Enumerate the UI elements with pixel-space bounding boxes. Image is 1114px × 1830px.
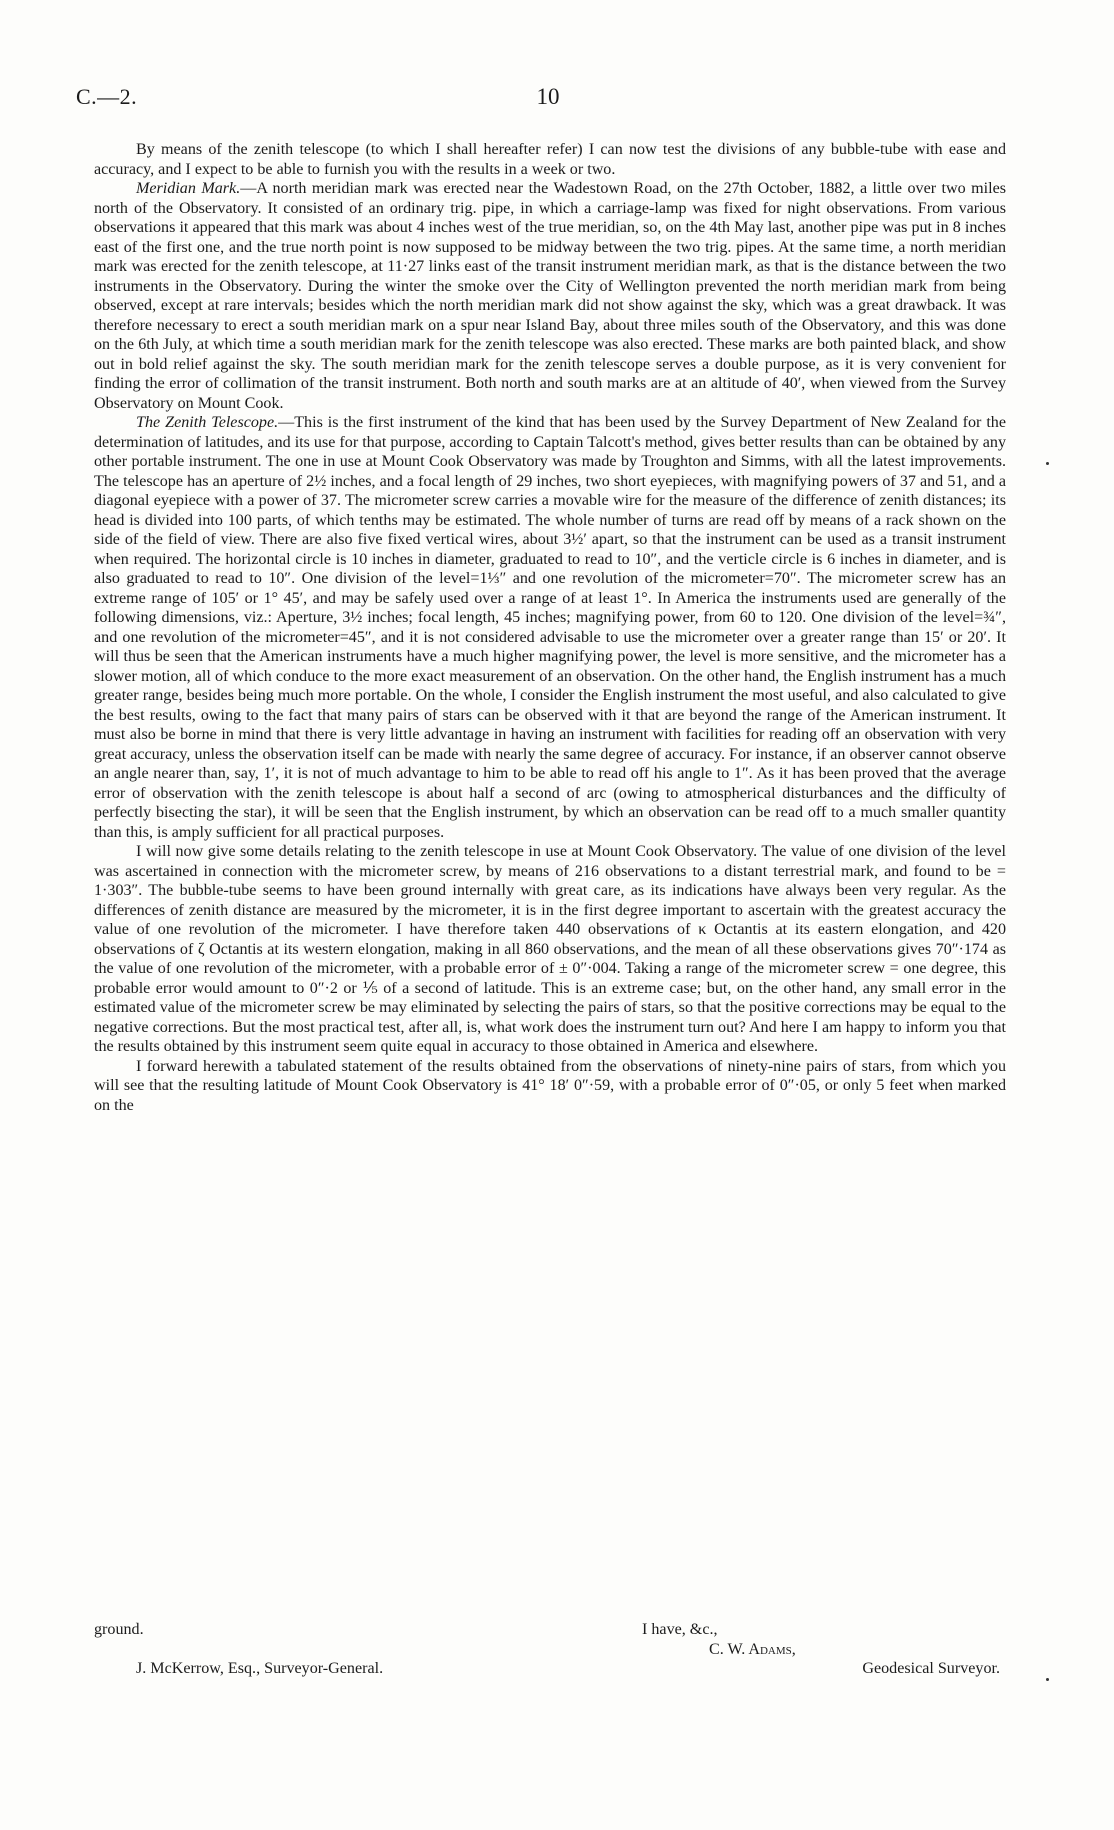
section-heading-meridian-mark: Meridian Mark. — [136, 180, 241, 197]
paragraph-text: —A north meridian mark was erected near the Wadestown Road, on the 27th October, 1882, a little over two miles north of the Observatory. It consisted of an ordinary trig. pipe, in which a carriage-lamp was fixed for night observations. From various observations it appeared that this mark was about 4 inches west of the true meridian, so, on the 4th May last, another pipe was put in 8 inches east of the first one, and the true north point is now supposed to be midway between the two trig. pipes. At the same time, a north meridian mark was erected for the zenith telescope, at 11·27 links east of the transit instrument meridian mark, as that is the distance between the two instruments in the Observatory. During the winter the smoke over the City of Wellington prevented the north meridian mark from being observed, except at rare intervals; besides which the north meridian mark did not show against the sky, which was a great drawback. It was therefore necessary to erect a south meridian mark on a spur near Island Bay, about three miles south of the Observatory, and this was done on the 6th July, at which time a south meridian mark for the zenith telescope was also erected. These marks are both painted black, and show out in bold relief against the sky. The south meridian mark for the zenith telescope serves a double purpose, as it is very convenient for finding the error of collimation of the transit instrument. Both north and south marks are at an altitude of 40′, when viewed from the Survey Observatory on Mount Cook. — [94, 180, 1006, 412]
document-code: C.—2. — [76, 84, 138, 109]
paragraph — [94, 1057, 1006, 1116]
page-number: 10 — [536, 84, 560, 109]
scan-speck — [1046, 1678, 1049, 1681]
scan-speck — [1046, 462, 1049, 465]
body-text — [94, 140, 1006, 1115]
paragraph — [94, 413, 1006, 842]
closing-line — [94, 1659, 1006, 1679]
letter-closing — [94, 1620, 1006, 1679]
paragraph-text: —This is the first instrument of the kind that has been used by the Survey Department of New Zealand for the determination of latitudes, and its use for that purpose, according to Captain Talcott's method, gives better results than can be obtained by any other portable instrument. The one in use at Mount Cook Observatory was made by Troughton and Simms, with all the latest improvements. The telescope has an aperture of 2½ inches, and a focal length of 29 inches, two short eyepieces, with magnifying powers of 37 and 51, and a diagonal eyepiece with a power of 37. The micrometer screw carries a movable wire for the measure of the difference of zenith distances; its head is divided into 100 parts, of which tenths may be estimated. The whole number of turns are read off by means of a rack shown on the side of the field of view. There are also five fixed vertical wires, about 3½′ apart, so that the instrument can be used as a transit instrument when required. The horizontal circle is 10 inches in diameter, graduated to read to 10″, and the verticle circle is 6 inches in diameter, and is also graduated to read to 10″. One division of the level=1⅓″ and one revolution of the micrometer=70″. The micrometer screw has an extreme range of 105′ or 1° 45′, and may be safely used over a range of at least 1°. In America the instruments used are generally of the following dimensions, viz.: Aperture, 3½ inches; focal length, 45 inches; magnifying power, from 60 to 120. One division of the level=¾″, and one revolution of the micrometer=45″, and it is not considered advisable to use the micrometer over a greater range than 15′ or 20′. It will thus be seen that the American instruments have a much higher magnifying power, the level is more sensitive, and the micrometer has a slower motion, all of which conduce to the more exact measurement of an observation. On the other hand, the English instrument has a much greater range, besides being much more portable. On the whole, I consider the English instrument the most useful, and also calculated to give the best results, owing to the fact that many pairs of stars can be observed with it that are beyond the range of the American instrument. It must also be borne in mind that there is very little advantage in having an instrument with facilities for reading off an observation with very great accuracy, unless the observation itself can be made with nearly the same degree of accuracy. For instance, if an observer cannot observe an angle nearer than, say, 1′, it is not of much advantage to him to be able to read off his angle to 1″. As it has been proved that the average error of observation with the zenith telescope is about half a second of arc (owing to atmospherical disturbances and the difficulty of perfectly bisecting the star), it will be seen that the English instrument, by which an observation can be read off to a much smaller quantity than this, is amply sufficient for all practical purposes. — [94, 414, 1006, 841]
paragraph — [94, 179, 1006, 413]
closing-line — [94, 1620, 1006, 1640]
signature-name: C. W. Adams, — [709, 1640, 796, 1658]
closing-last-word: ground. — [94, 1621, 144, 1638]
page-header — [76, 84, 1020, 118]
paragraph — [94, 842, 1006, 1057]
section-heading-zenith-telescope: The Zenith Telescope. — [136, 414, 279, 431]
paragraph-text: I forward herewith a tabulated statement of the results obtained from the observations of ninety-nine pairs of stars, from which you will see that the resulting latitude of Mount Cook Observatory is 41° 18′ 0″·59, with a probable error of 0″·05, or only 5 feet when marked on the — [94, 1057, 1006, 1114]
closing-line — [94, 1640, 1006, 1660]
paragraph-text: By means of the zenith telescope (to which I shall hereafter refer) I can now test the divisions of any bubble-tube with ease and accuracy, and I expect to be able to furnish you with the results in a week or two. — [94, 141, 1006, 178]
paragraph-text: I will now give some details relating to the zenith telescope in use at Mount Cook Observatory. The value of one division of the level was ascertained in connection with the micrometer screw, by means of 216 observations to a distant terrestrial mark, and found to be = 1·303″. The bubble-tube seems to have been ground internally with great care, as its indications have always been very regular. As the differences of zenith distance are measured by the micrometer, it is in the first degree important to ascertain with the greatest accuracy the value of one revolution of the micrometer. I have therefore taken 440 observations of κ Octantis at its eastern elongation, and 420 observations of ζ Octantis at its western elongation, making in all 860 observations, and the mean of all these observations gives 70″·174 as the value of one revolution of the micrometer, with a probable error of ± 0″·004. Taking a range of the micrometer screw = one degree, this probable error would amount to 0″·2 or ⅕ of a second of latitude. This is an extreme case; but, on the other hand, any small error in the estimated value of the micrometer screw be may eliminated by selecting the pairs of stars, so that the positive corrections may be equal to the negative corrections. But the most practical test, after all, is, what work does the instrument turn out? And here I am happy to inform you that the results obtained by this instrument seem quite equal in accuracy to those obtained in America and elsewhere. — [94, 843, 1006, 1055]
complimentary-close: I have, &c., — [642, 1621, 718, 1638]
paragraph — [94, 140, 1006, 179]
signature-title: Geodesical Surveyor. — [862, 1660, 1000, 1677]
addressee: J. McKerrow, Esq., Surveyor-General. — [136, 1660, 384, 1677]
